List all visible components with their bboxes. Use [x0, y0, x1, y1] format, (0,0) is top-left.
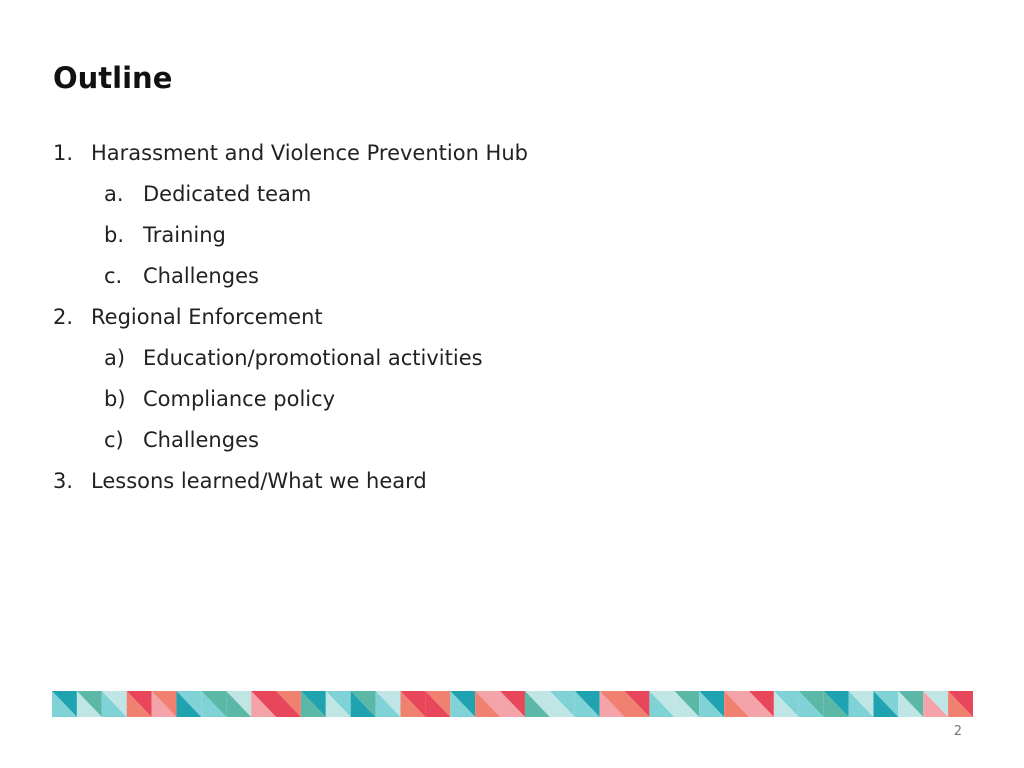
outline-item — [53, 380, 528, 421]
outline-item-text: Compliance policy — [143, 387, 336, 411]
outline-item — [53, 257, 528, 298]
outline-item — [53, 421, 528, 462]
outline-item-text: Education/promotional activities — [143, 346, 483, 370]
outline-item — [53, 216, 528, 257]
outline-item-marker: 1. — [53, 141, 74, 165]
outline-item-text: Challenges — [143, 264, 259, 288]
outline-item-text: Regional Enforcement — [91, 305, 323, 329]
outline-item — [53, 134, 528, 175]
outline-item-text: Challenges — [143, 428, 259, 452]
outline-item — [53, 298, 528, 339]
outline-item-text: Lessons learned/What we heard — [91, 469, 427, 493]
outline-item-marker: b) — [104, 387, 126, 411]
outline-item — [53, 175, 528, 216]
outline-list — [53, 134, 528, 503]
outline-item-marker: c) — [104, 428, 124, 452]
outline-item-text: Dedicated team — [143, 182, 312, 206]
page-number: 2 — [953, 724, 962, 739]
outline-item — [53, 462, 528, 503]
page-title: Outline — [53, 61, 173, 95]
outline-item — [53, 339, 528, 380]
outline-item-marker: b. — [104, 223, 125, 247]
outline-item-marker: 2. — [53, 305, 74, 329]
decorative-triangle-strip — [52, 691, 973, 717]
outline-item-text: Training — [143, 223, 226, 247]
outline-item-marker: a. — [104, 182, 124, 206]
outline-item-marker: 3. — [53, 469, 74, 493]
outline-item-marker: a) — [104, 346, 126, 370]
outline-item-text: Harassment and Violence Prevention Hub — [91, 141, 528, 165]
outline-item-marker: c. — [104, 264, 123, 288]
